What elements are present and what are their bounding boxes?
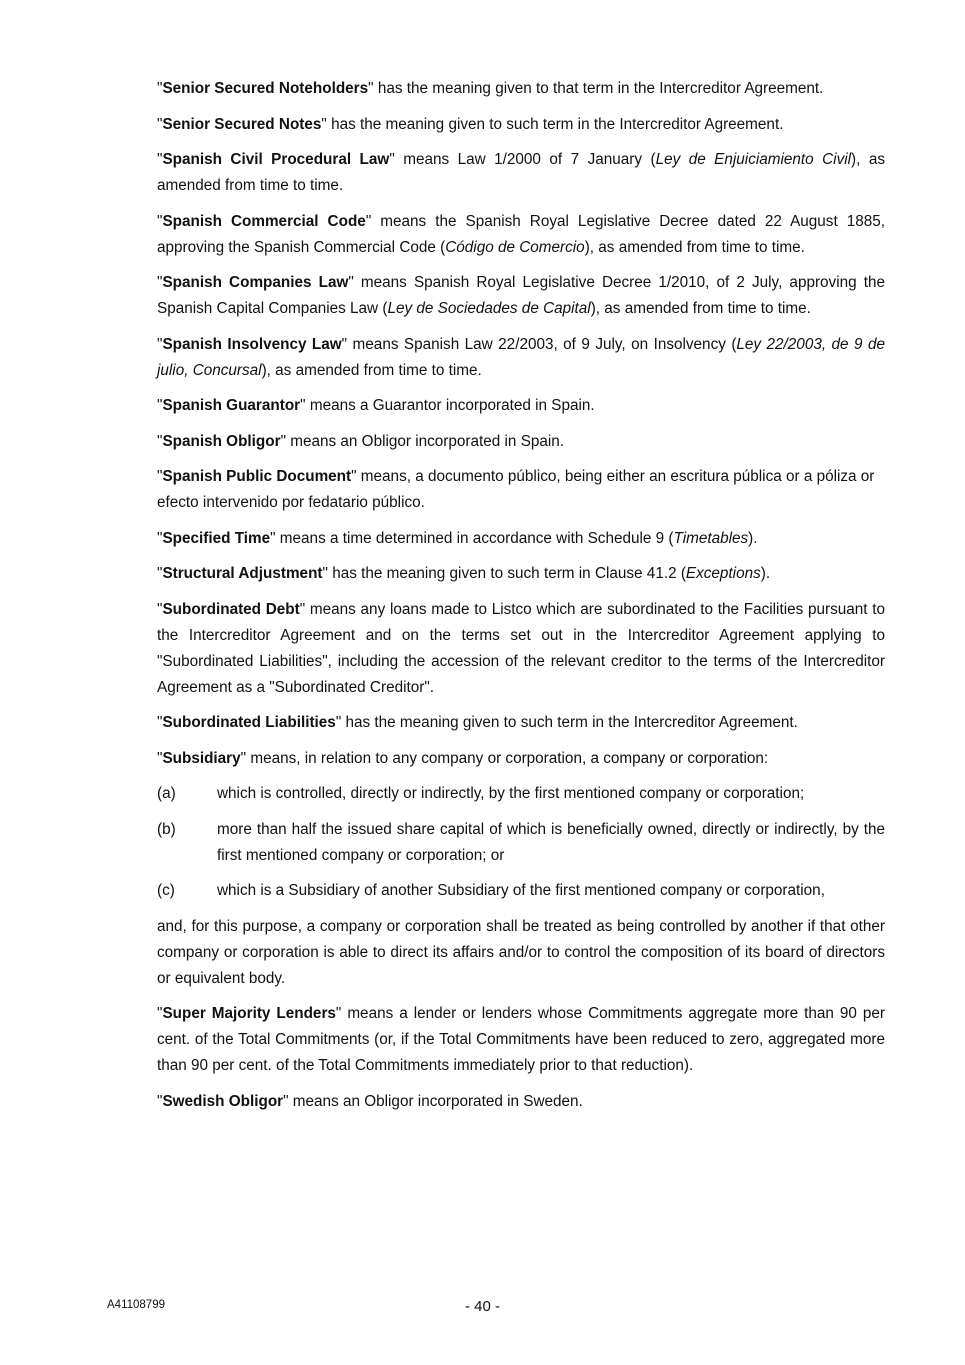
- definition-swedish-obligor: [157, 1089, 885, 1115]
- defined-term: Spanish Civil Procedural Law: [162, 151, 390, 168]
- definition-spanish-guarantor: [157, 393, 885, 419]
- defined-term: Specified Time: [162, 529, 271, 547]
- quote: ": [157, 600, 163, 618]
- definition-text: " means a Guarantor incorporated in Spain.: [300, 397, 595, 414]
- quote: ": [157, 151, 163, 168]
- italic-reference: Ley de Sociedades de Capital: [387, 300, 591, 317]
- definition-text: " has the meaning given to such term in the Intercreditor Agreement.: [335, 714, 798, 731]
- defined-term: Spanish Commercial Code: [162, 212, 366, 230]
- definition-text: " means the Spanish Royal Legislative Decree dated 22 August 1885, approving the Spanish Commercial Code (: [157, 212, 885, 256]
- italic-reference: Exceptions: [685, 565, 761, 582]
- definition-spanish-obligor: [157, 429, 885, 455]
- quote: ": [157, 529, 163, 547]
- quote: ": [157, 397, 163, 414]
- list-item-text: more than half the issued share capital of which is beneficially owned, directly or indirectly, by the first mentioned company or corporation; or: [217, 820, 885, 864]
- quote: ": [157, 80, 163, 97]
- definition-spanish-commercial-code: [157, 209, 885, 261]
- defined-term: Subsidiary: [162, 749, 241, 767]
- quote: ": [157, 1092, 163, 1110]
- defined-term: Subordinated Debt: [162, 600, 300, 618]
- list-item: [157, 817, 885, 869]
- defined-term: Swedish Obligor: [162, 1092, 284, 1110]
- list-marker: (a): [157, 785, 176, 802]
- defined-term: Super Majority Lenders: [162, 1005, 336, 1022]
- definition-spanish-insolvency-law: [157, 332, 885, 384]
- definition-text: " has the meaning given to such term in the Intercreditor Agreement.: [321, 115, 784, 133]
- definition-text: ), as amended from time to time.: [584, 238, 805, 256]
- quote: ": [157, 565, 163, 582]
- definition-spanish-civil-procedural-law: [157, 147, 885, 199]
- definition-structural-adjustment: [157, 561, 885, 587]
- list-item-text: which is a Subsidiary of another Subsidiary of the first mentioned company or corporation,: [217, 882, 825, 899]
- italic-reference: Timetables: [673, 529, 749, 547]
- list-marker: (c): [157, 882, 175, 899]
- italic-reference: Ley 22/2003, de 9 de julio, Concursal: [157, 335, 885, 379]
- defined-term: Subordinated Liabilities: [162, 714, 336, 731]
- definition-text: " has the meaning given to that term in the Intercreditor Agreement.: [368, 80, 824, 97]
- quote: ": [157, 714, 163, 731]
- definition-text: " means, a documento público, being either an escritura pública or a póliza or efecto intervenido por fedatario público.: [157, 468, 875, 511]
- defined-term: Spanish Public Document: [162, 468, 352, 485]
- quote: ": [157, 335, 163, 353]
- italic-reference: Ley de Enjuiciamiento Civil: [655, 151, 852, 168]
- list-item: [157, 878, 885, 904]
- definition-subordinated-debt: [157, 597, 885, 701]
- definition-senior-secured-noteholders: [157, 76, 885, 102]
- definition-super-majority-lenders: [157, 1001, 885, 1079]
- definition-spanish-public-document: [157, 464, 885, 516]
- definition-subsidiary: [157, 746, 885, 772]
- definition-text: " means Spanish Royal Legislative Decree 1/2010, of 2 July, approving the Spanish Capital Companies Law (: [157, 274, 885, 317]
- document-body: [157, 76, 885, 1124]
- defined-term: Spanish Insolvency Law: [162, 335, 342, 353]
- defined-term: Senior Secured Noteholders: [162, 80, 369, 97]
- quote: ": [157, 468, 163, 485]
- definition-text: " means Spanish Law 22/2003, of 9 July, on Insolvency (: [341, 335, 737, 353]
- definition-text: " means a time determined in accordance with Schedule 9 (: [270, 529, 674, 547]
- definition-text: " means an Obligor incorporated in Spain.: [280, 432, 565, 450]
- definition-spanish-companies-law: [157, 270, 885, 322]
- definition-text: " means Law 1/2000 of 7 January (: [389, 151, 656, 168]
- defined-term: Spanish Companies Law: [162, 274, 349, 291]
- defined-term: Spanish Guarantor: [162, 397, 301, 414]
- definition-text: ), as amended from time to time.: [590, 300, 811, 317]
- definition-text: " means, in relation to any company or corporation, a company or corporation:: [240, 749, 769, 767]
- definition-subordinated-liabilities: [157, 710, 885, 736]
- quote: ": [157, 274, 163, 291]
- quote: ": [157, 749, 163, 767]
- quote: ": [157, 212, 163, 230]
- list-item-text: which is controlled, directly or indirectly, by the first mentioned company or corporation;: [217, 785, 805, 802]
- defined-term: Senior Secured Notes: [162, 115, 322, 133]
- definition-text: ), as amended from time to time.: [261, 361, 482, 379]
- page-number: - 40 -: [464, 1298, 500, 1315]
- definition-specified-time: [157, 526, 885, 552]
- italic-reference: Código de Comercio: [445, 238, 585, 256]
- defined-term: Spanish Obligor: [162, 432, 281, 450]
- definition-text: " means an Obligor incorporated in Sweden.: [283, 1092, 583, 1110]
- quote: ": [157, 1005, 163, 1022]
- list-marker: (b): [157, 820, 176, 838]
- definition-text: ).: [748, 529, 758, 547]
- document-reference: A41108799: [107, 1299, 165, 1311]
- defined-term: Structural Adjustment: [162, 565, 323, 582]
- definition-text: " has the meaning given to such term in Clause 41.2 (: [322, 565, 686, 582]
- definition-text: " means a lender or lenders whose Commitments aggregate more than 90 per cent. of the Total Commitments (or, if the Total Commitments have been reduced to zero, aggregated more than 90 per cent. of the Total Commitments immediately prior to that reduction).: [157, 1005, 885, 1074]
- definition-senior-secured-notes: [157, 112, 885, 138]
- quote: ": [157, 115, 163, 133]
- definition-text: ).: [760, 565, 771, 582]
- definition-text: ), as amended from time to time.: [157, 151, 885, 194]
- list-item: [157, 781, 885, 807]
- quote: ": [157, 432, 163, 450]
- definition-text: " means any loans made to Listco which are subordinated to the Facilities pursuant to the Intercreditor Agreement and on the terms set out in the Intercreditor Agreement applying to "Subordinated Liabilities", including the accession of the relevant creditor to the terms of the Intercreditor Agreement as a "Subordinated Creditor".: [157, 600, 885, 696]
- subsidiary-tail-paragraph: and, for this purpose, a company or corporation shall be treated as being controlled by another if that other company or corporation is able to direct its affairs and/or to control the composition of its board of directors or equivalent body.: [157, 917, 885, 987]
